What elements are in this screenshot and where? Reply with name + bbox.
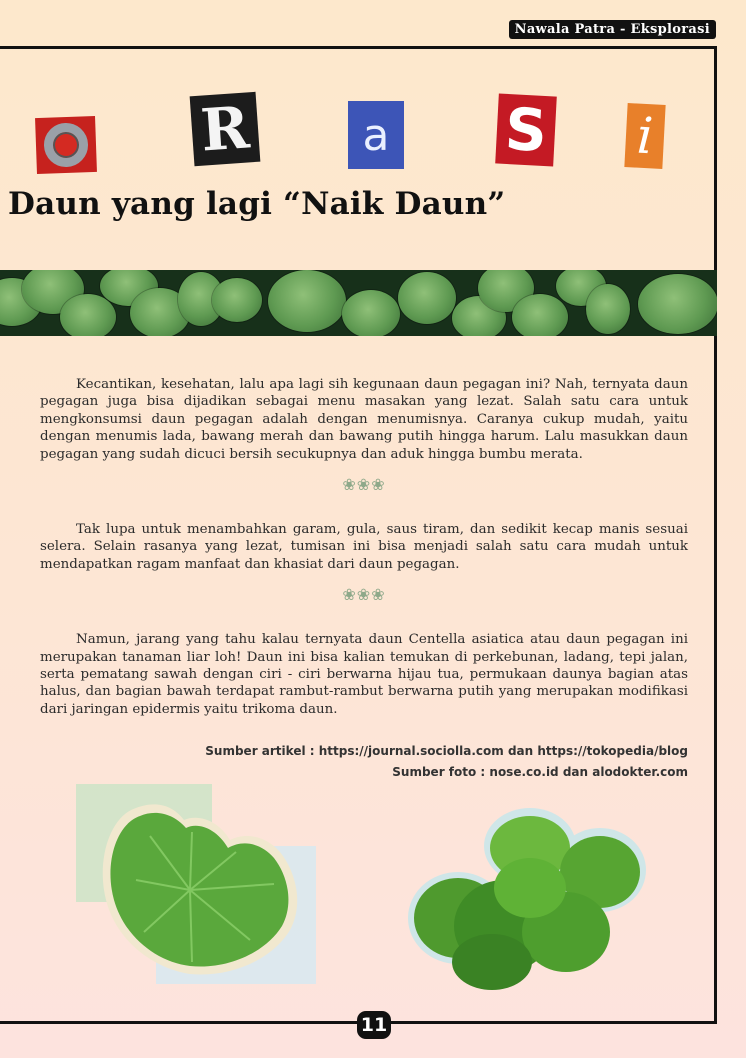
separator-2: ❀❀❀: [342, 585, 386, 605]
letter-o-ring-icon: [43, 122, 89, 168]
paragraph-2: Tak lupa untuk menambahkan garam, gula, saus tiram, dan sedikit kecap manis sesuai selera. Selain rasanya yang lezat, tumisan ini bisa menjadi salah satu cara mudah untuk mendapatkan ragam manfaat dan khasiat dari daun pegagan.: [40, 522, 688, 572]
article-source: Sumber artikel : https://journal.sociolla.com dan https://tokopedia/blog: [205, 744, 688, 758]
title-letter-s: S: [495, 94, 557, 167]
leaf-banner-image: [0, 270, 717, 336]
paragraph-3: Namun, jarang yang tahu kalau ternyata daun Centella asiatica atau daun pegagan ini merupakan tanaman liar loh! Daun ini bisa kalian temukan di perkebunan, ladang, tepi jalan, serta pematang sawah dengan ciri - ciri berwarna hijau tua, permukaan daunya bagian atas halus, dan bagian bawah terdapat rambut-rambut berwarna putih yang merupakan modifikasi dari jaringan epidermis yaitu trikoma daun.: [40, 632, 688, 717]
article-body: [40, 376, 688, 718]
title-letter-r: R: [190, 92, 261, 166]
title-letter-o: [35, 116, 97, 174]
pegagan-plant-image-right: [400, 800, 650, 1000]
photo-source: Sumber foto : nose.co.id dan alodokter.com: [392, 765, 688, 779]
paragraph-1: Kecantikan, kesehatan, lalu apa lagi sih kegunaan daun pegagan ini? Nah, ternyata daun pegagan juga bisa dijadikan sebagai menu masakan yang lezat. Salah satu cara untuk mengkonsumsi daun pegagan adalah dengan menumisnya. Caranya cukup mudah, yaitu dengan menumis lada, bawang merah dan bawang putih hingga harum. Lalu masukkan daun pegagan yang sudah dicuci bersih secukupnya dan aduk hingga bumbu merata.: [40, 377, 688, 462]
section-tag: Nawala Patra - Eksplorasi: [509, 20, 716, 39]
page-number: 11: [357, 1011, 391, 1039]
pegagan-leaf-image-left: [40, 780, 330, 990]
article-title: Daun yang lagi “Naik Daun”: [8, 186, 506, 222]
title-letter-i: i: [624, 103, 665, 169]
title-letter-a: a: [348, 101, 404, 169]
separator-1: ❀❀❀: [342, 475, 386, 495]
